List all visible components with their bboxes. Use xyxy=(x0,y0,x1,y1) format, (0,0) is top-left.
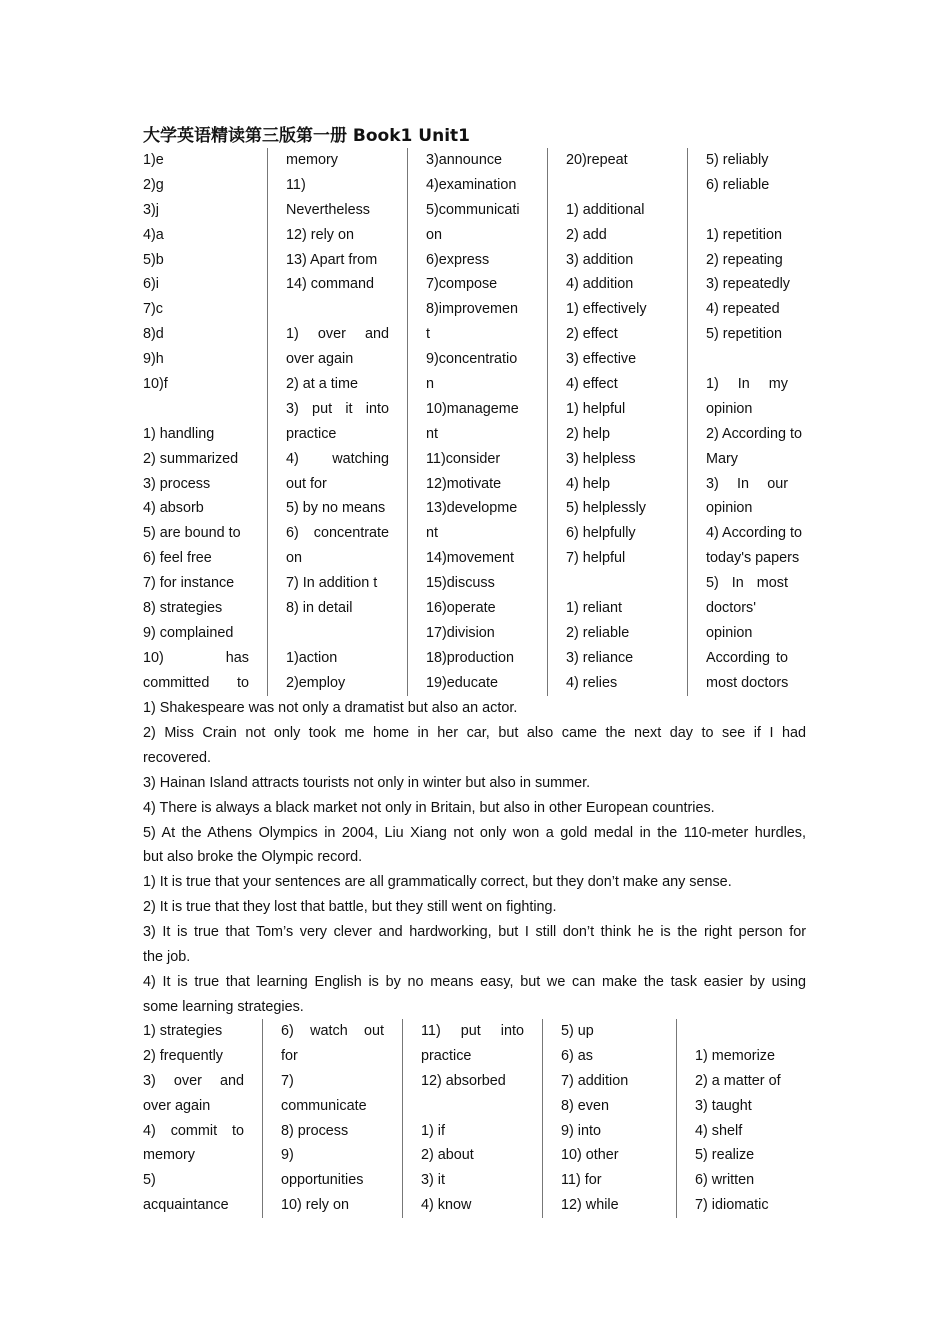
cell-line: 19)educate xyxy=(426,674,499,691)
cell-line: opinion xyxy=(706,500,753,517)
cell-line: 2) reliable xyxy=(566,624,630,641)
cell-line xyxy=(566,571,669,596)
cell-line: 8) even xyxy=(561,1097,609,1114)
cell-line: 1) over and xyxy=(286,326,389,343)
cell-line: today's papers xyxy=(706,550,800,567)
cell-line: 2) summarized xyxy=(143,450,239,467)
cell-line: most doctors xyxy=(706,674,789,691)
cell-line: 4) watching xyxy=(286,450,389,467)
cell-line: 4) absorb xyxy=(143,500,204,517)
cell-line: Mary xyxy=(706,450,738,467)
cell-line: 5) repetition xyxy=(706,326,782,343)
cell-line xyxy=(566,173,669,198)
cell-line: 3) process xyxy=(143,475,211,492)
cell-line: 2)g xyxy=(143,176,164,193)
sentence-item xyxy=(143,870,806,895)
cell-line: 1) additional xyxy=(566,201,645,218)
cell-line xyxy=(706,347,788,372)
cell-line: 9)h xyxy=(143,351,164,368)
sentence-item xyxy=(143,796,806,821)
cell-line: 4) effect xyxy=(566,376,618,393)
sentence-item xyxy=(143,821,806,871)
cell-line: doctors' xyxy=(706,600,756,617)
sentence-item xyxy=(143,696,806,721)
cell-line: 6) watch out xyxy=(281,1023,384,1039)
cell-line: 6) feel free xyxy=(143,550,212,567)
cell-line xyxy=(421,1094,524,1119)
table2-col4 xyxy=(542,1019,676,1218)
cell-line: 13) Apart from xyxy=(286,251,378,268)
cell-line: 5) are bound to xyxy=(143,525,241,542)
cell-line: practice xyxy=(421,1047,472,1064)
cell-line: 8) strategies xyxy=(143,600,223,617)
cell-line: 5)b xyxy=(143,251,164,268)
cell-line: 5)communicati xyxy=(426,201,520,218)
table2-col5 xyxy=(676,1019,806,1218)
cell-line: 5) In most xyxy=(706,575,788,592)
sentence-line: the job. xyxy=(143,949,191,966)
cell-line: 7) In addition t xyxy=(286,575,378,592)
cell-line: over again xyxy=(143,1097,211,1114)
sentence-item xyxy=(143,920,806,970)
cell-line: 9) complained xyxy=(143,624,234,641)
cell-line: 7)compose xyxy=(426,276,498,293)
cell-line: 1) In my xyxy=(706,376,788,393)
table2-col2 xyxy=(262,1019,402,1218)
cell-line: opinion xyxy=(706,624,753,641)
cell-line: 12) absorbed xyxy=(421,1072,506,1089)
cell-line: opinion xyxy=(706,400,753,417)
cell-line xyxy=(695,1019,788,1044)
cell-line: practice xyxy=(286,425,337,442)
cell-line: 18)production xyxy=(426,649,515,666)
cell-line: 8)d xyxy=(143,326,164,343)
cell-line: committed to xyxy=(143,674,249,691)
cell-line: 4)a xyxy=(143,226,164,243)
cell-line: acquaintance xyxy=(143,1197,229,1214)
cell-line: memory xyxy=(286,152,338,168)
cell-line: 3) reliance xyxy=(566,649,634,666)
cell-line: 4) relies xyxy=(566,674,618,691)
cell-line: 14) command xyxy=(286,276,374,293)
cell-line: 2) add xyxy=(566,226,607,243)
cell-line: on xyxy=(426,226,443,243)
cell-line: 4)examination xyxy=(426,176,517,193)
cell-line: 14)movement xyxy=(426,550,514,567)
cell-line: 1) if xyxy=(421,1122,445,1139)
cell-line: 5) xyxy=(143,1172,156,1189)
cell-line: 3) taught xyxy=(695,1097,752,1114)
cell-line: 15)discuss xyxy=(426,575,495,592)
cell-line: 12)motivate xyxy=(426,475,502,492)
cell-line: 6) as xyxy=(561,1047,593,1064)
cell-line: 2) According to xyxy=(706,425,802,442)
cell-line: t xyxy=(426,326,430,343)
cell-line: 1) memorize xyxy=(695,1047,775,1064)
cell-line: 5) realize xyxy=(695,1147,755,1164)
cell-line: 7)c xyxy=(143,301,163,318)
cell-line: 9) xyxy=(281,1147,294,1164)
cell-line: 5) by no means xyxy=(286,500,386,517)
cell-line: 1) reliant xyxy=(566,600,622,617)
table2-col3 xyxy=(402,1019,542,1218)
cell-line: 6) concentrate xyxy=(286,525,389,542)
cell-line: 13)developme xyxy=(426,500,518,517)
cell-line: 4) know xyxy=(421,1197,472,1214)
sentence-line: 3) Hainan Island attracts tourists not only in winter but also in summer. xyxy=(143,774,591,791)
cell-line: 10)f xyxy=(143,376,168,393)
cell-line: 3) over and xyxy=(143,1072,244,1089)
cell-line: 2) about xyxy=(421,1147,474,1164)
page-title: 大学英语精读第三版第一册 Book1 Unit1 xyxy=(143,126,470,146)
cell-line: 8)improvemen xyxy=(426,301,518,318)
sentence-line: 5) At the Athens Olympics in 2004, Liu Xiang not only won a gold medal in the 110-meter hurdles, xyxy=(143,824,806,841)
sentence-line: 1) It is true that your sentences are all grammatically correct, but they don’t make any sense. xyxy=(143,874,732,891)
cell-line: opportunities xyxy=(281,1172,364,1189)
cell-line: 11) xyxy=(286,176,306,193)
cell-line: memory xyxy=(143,1147,195,1164)
cell-line: 4) addition xyxy=(566,276,634,293)
cell-line: 4) repeated xyxy=(706,301,780,318)
cell-line: According to xyxy=(706,649,788,666)
cell-line: 7) helpful xyxy=(566,550,626,567)
cell-line: 2)employ xyxy=(286,674,346,691)
sentence-item xyxy=(143,970,806,1020)
cell-line: 6)i xyxy=(143,276,159,293)
cell-line: 3) addition xyxy=(566,251,634,268)
answer-table-1 xyxy=(143,148,806,696)
cell-line: 3)j xyxy=(143,201,159,218)
cell-line: 4) commit to xyxy=(143,1122,244,1139)
cell-line: 12) while xyxy=(561,1197,619,1214)
cell-line: 3) it xyxy=(421,1172,445,1189)
cell-line: 10) rely on xyxy=(281,1197,349,1214)
cell-line: 1)action xyxy=(286,649,338,666)
table1-col2 xyxy=(267,148,407,696)
cell-line: 3) In our xyxy=(706,475,788,492)
sentence-item xyxy=(143,771,806,796)
sentence-list xyxy=(143,696,806,1020)
cell-line: nt xyxy=(426,525,439,542)
table1-col1 xyxy=(143,148,267,696)
cell-line: 11) for xyxy=(561,1172,602,1189)
cell-line xyxy=(143,397,249,422)
sentence-line: 4) It is true that learning English is by no means easy, but we can make the task easier by using xyxy=(143,973,806,990)
cell-line: 6) helpfully xyxy=(566,525,636,542)
cell-line: 5) helplessly xyxy=(566,500,646,517)
cell-line: for xyxy=(281,1047,298,1064)
cell-line: communicate xyxy=(281,1097,367,1114)
cell-line: 7) xyxy=(281,1072,294,1089)
cell-line: 4) help xyxy=(566,475,611,492)
cell-line: 9)concentratio xyxy=(426,351,518,368)
cell-line: nt xyxy=(426,425,439,442)
cell-line: 8) process xyxy=(281,1122,349,1139)
sentence-line: 1) Shakespeare was not only a dramatist but also an actor. xyxy=(143,700,518,716)
cell-line: 3) effective xyxy=(566,351,637,368)
cell-line: 1) effectively xyxy=(566,301,647,318)
cell-line: 4) According to xyxy=(706,525,802,542)
sentence-line: but also broke the Olympic record. xyxy=(143,849,363,866)
cell-line: 6) written xyxy=(695,1172,755,1189)
cell-line: 2) a matter of xyxy=(695,1072,781,1089)
cell-line: 2) repeating xyxy=(706,251,783,268)
sentence-item xyxy=(143,721,806,771)
cell-line: 6) reliable xyxy=(706,176,770,193)
cell-line: 1)e xyxy=(143,152,164,168)
cell-line: 2) effect xyxy=(566,326,618,343)
cell-line: 3) helpless xyxy=(566,450,636,467)
answer-table-2 xyxy=(143,1019,806,1218)
cell-line xyxy=(286,297,389,322)
cell-line: Nevertheless xyxy=(286,201,370,218)
sentence-item xyxy=(143,895,806,920)
cell-line: 17)division xyxy=(426,624,495,641)
sentence-line: 4) There is always a black market not only in Britain, but also in other European countries. xyxy=(143,799,715,816)
cell-line: out for xyxy=(286,475,327,492)
cell-line: 6)express xyxy=(426,251,490,268)
cell-line: 4) shelf xyxy=(695,1122,743,1139)
cell-line: 20)repeat xyxy=(566,152,628,168)
cell-line: 1) handling xyxy=(143,425,215,442)
cell-line xyxy=(286,621,389,646)
table1-col5 xyxy=(687,148,806,696)
cell-line: over again xyxy=(286,351,354,368)
table1-col4 xyxy=(547,148,687,696)
cell-line: 2) at a time xyxy=(286,376,358,393)
cell-line: 2) help xyxy=(566,425,611,442)
sentence-line: recovered. xyxy=(143,749,211,766)
cell-line: on xyxy=(286,550,303,567)
cell-line: 11) put into xyxy=(421,1023,524,1039)
cell-line: 5) reliably xyxy=(706,152,769,168)
cell-line: 10) has xyxy=(143,649,249,666)
cell-line xyxy=(706,198,788,223)
cell-line: 7) for instance xyxy=(143,575,235,592)
cell-line: 3) put it into xyxy=(286,400,389,417)
cell-line: 3)announce xyxy=(426,152,503,168)
sentence-line: 2) It is true that they lost that battle, but they still went on fighting. xyxy=(143,899,557,916)
sentence-answers xyxy=(143,696,806,1020)
cell-line: 10) other xyxy=(561,1147,619,1164)
cell-line: 1) helpful xyxy=(566,400,626,417)
cell-line: 12) rely on xyxy=(286,226,354,243)
sentence-line: 2) Miss Crain not only took me home in her car, but also came the next day to see if I had xyxy=(143,724,806,741)
sentence-line: 3) It is true that Tom’s very clever and hardworking, but I still don’t think he is the right person for xyxy=(143,924,806,941)
cell-line: 9) into xyxy=(561,1122,601,1139)
cell-line: 11)consider xyxy=(426,450,501,467)
cell-line: 1) strategies xyxy=(143,1023,223,1039)
table1-col3 xyxy=(407,148,547,696)
cell-line: 2) frequently xyxy=(143,1047,223,1064)
cell-line: 3) repeatedly xyxy=(706,276,790,293)
cell-line: 1) repetition xyxy=(706,226,782,243)
table2-col1 xyxy=(143,1019,262,1218)
cell-line: 8) in detail xyxy=(286,600,353,617)
cell-line: 7) idiomatic xyxy=(695,1197,769,1214)
cell-line: n xyxy=(426,376,435,393)
cell-line: 5) up xyxy=(561,1023,594,1039)
cell-line: 16)operate xyxy=(426,600,496,617)
cell-line: 7) addition xyxy=(561,1072,629,1089)
sentence-line: some learning strategies. xyxy=(143,998,304,1015)
cell-line: 10)manageme xyxy=(426,400,519,417)
